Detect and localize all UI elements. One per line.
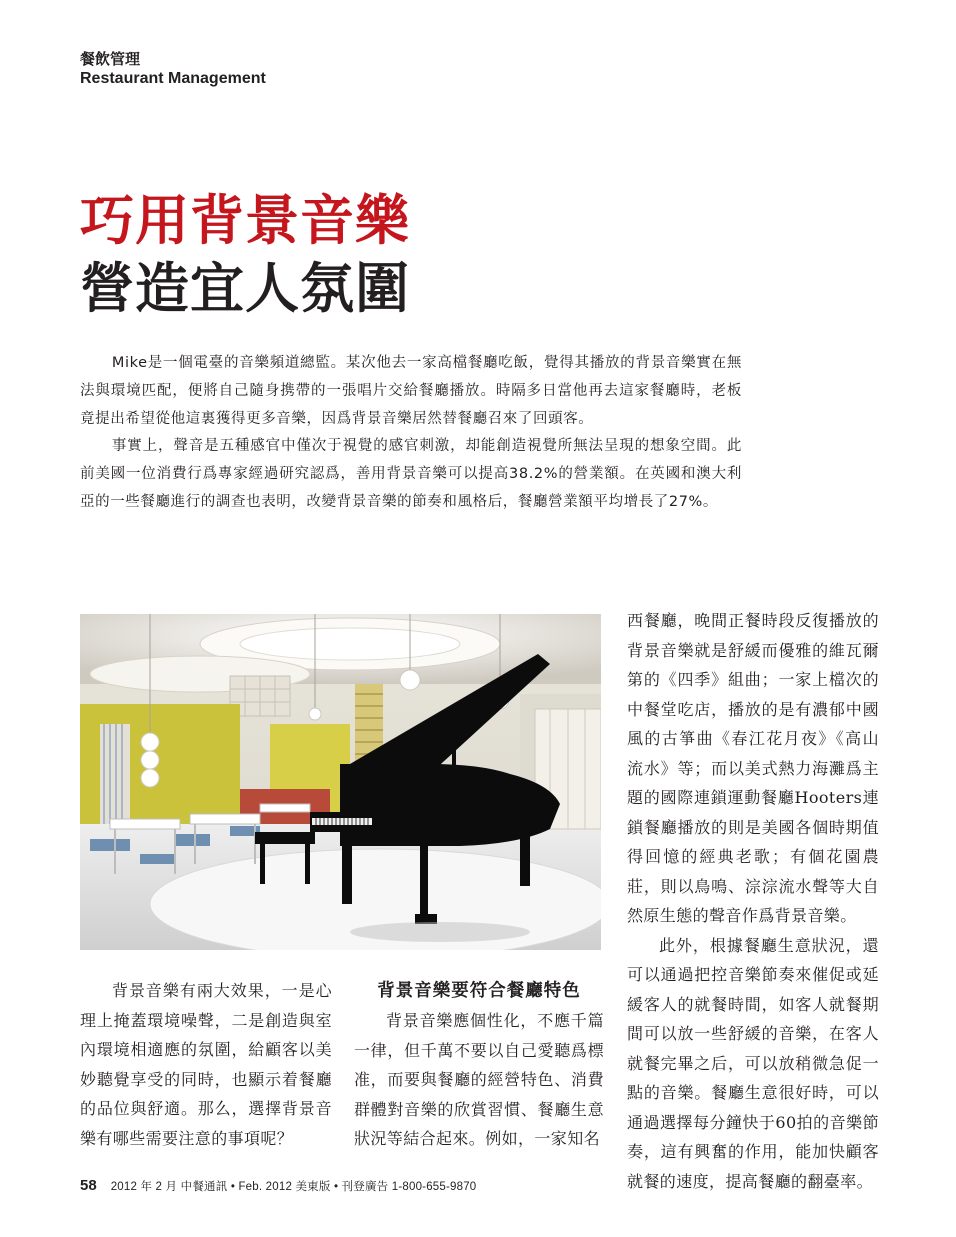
page-footer [80,1178,476,1195]
right-paragraph-2: 此外，根據餐廳生意狀況，還可以通過把控音樂節奏來催促或延緩客人的就餐時間，如客人就餐期間可以放一些舒緩的音樂，在客人就餐完畢之后，可以放稍微急促一點的音樂。餐廳生意很好時，可以通過選擇每分鐘快于60拍的音樂節奏，這有興奮的作用，能加快顧客就餐的速度，提高餐廳的翻臺率。 [627,935,879,1191]
title-line-2: 營造宜人氛圍 [80,256,410,320]
intro-text [80,350,742,517]
right-column [627,606,879,1196]
title-line-1: 巧用背景音樂 [80,188,410,252]
middle-paragraph-1: 背景音樂應個性化，不應千篇一律，但千萬不要以自己愛聽爲標准，而要與餐廳的經營特色、消費群體對音樂的欣賞習慣、餐廳生意狀況等結合起來。例如，一家知名 [354,1011,604,1148]
section-label-english: Restaurant Management [80,70,266,87]
intro-paragraph-1: Mike是一個電臺的音樂頻道總監。某次他去一家高檔餐廳吃飯，覺得其播放的背景音樂實在無法與環境匹配，便將自己隨身携帶的一張唱片交給餐廳播放。時隔多日當他再去這家餐廳時，老板竟提出希望從他這裏獲得更多音樂，因爲背景音樂居然替餐廳召來了回頭客。 [80,355,742,427]
intro-paragraph-2: 事實上，聲音是五種感官中僅次于視覺的感官刺激，却能創造視覺所無法呈現的想象空間。此前美國一位消費行爲專家經過研究認爲，善用背景音樂可以提高38.2%的營業額。在英國和澳大利亞的一些餐廳進行的調查也表明，改變背景音樂的節奏和風格后，餐廳營業額平均增長了27%。 [80,438,742,510]
right-paragraph-1: 西餐廳，晚間正餐時段反復播放的背景音樂就是舒緩而優雅的維瓦爾第的《四季》組曲；一家上檔次的中餐堂吃店，播放的是有濃郁中國風的古箏曲《春江花月夜》《高山流水》等；而以美式熱力海灘爲主題的國際連鎖運動餐廳Hooters連鎖餐廳播放的則是美國各個時期值得回憶的經典老歌；有個花園農莊，則以鳥鳴、淙淙流水聲等大自然原生態的聲音作爲背景音樂。 [627,611,879,925]
piano-photo [80,614,601,950]
left-column [80,976,332,1153]
footer-info: 2012 年 2 月 中餐通訊 • Feb. 2012 美東版 • 刊登廣告 1-800-655-9870 [110,1181,477,1193]
left-paragraph-1: 背景音樂有兩大效果，一是心理上掩蓋環境噪聲，二是創造與室內環境相適應的氛圍，給顧客以美妙聽覺享受的同時，也顯示着餐廳的品位與舒適。那么，選擇背景音樂有哪些需要注意的事項呢？ [80,981,332,1148]
subhead: 背景音樂要符合餐廳特色 [377,981,581,1001]
middle-column [354,976,604,1154]
page-number: 58 [80,1177,97,1194]
article-title [80,186,410,322]
section-label: 餐飲管理 [80,50,141,68]
